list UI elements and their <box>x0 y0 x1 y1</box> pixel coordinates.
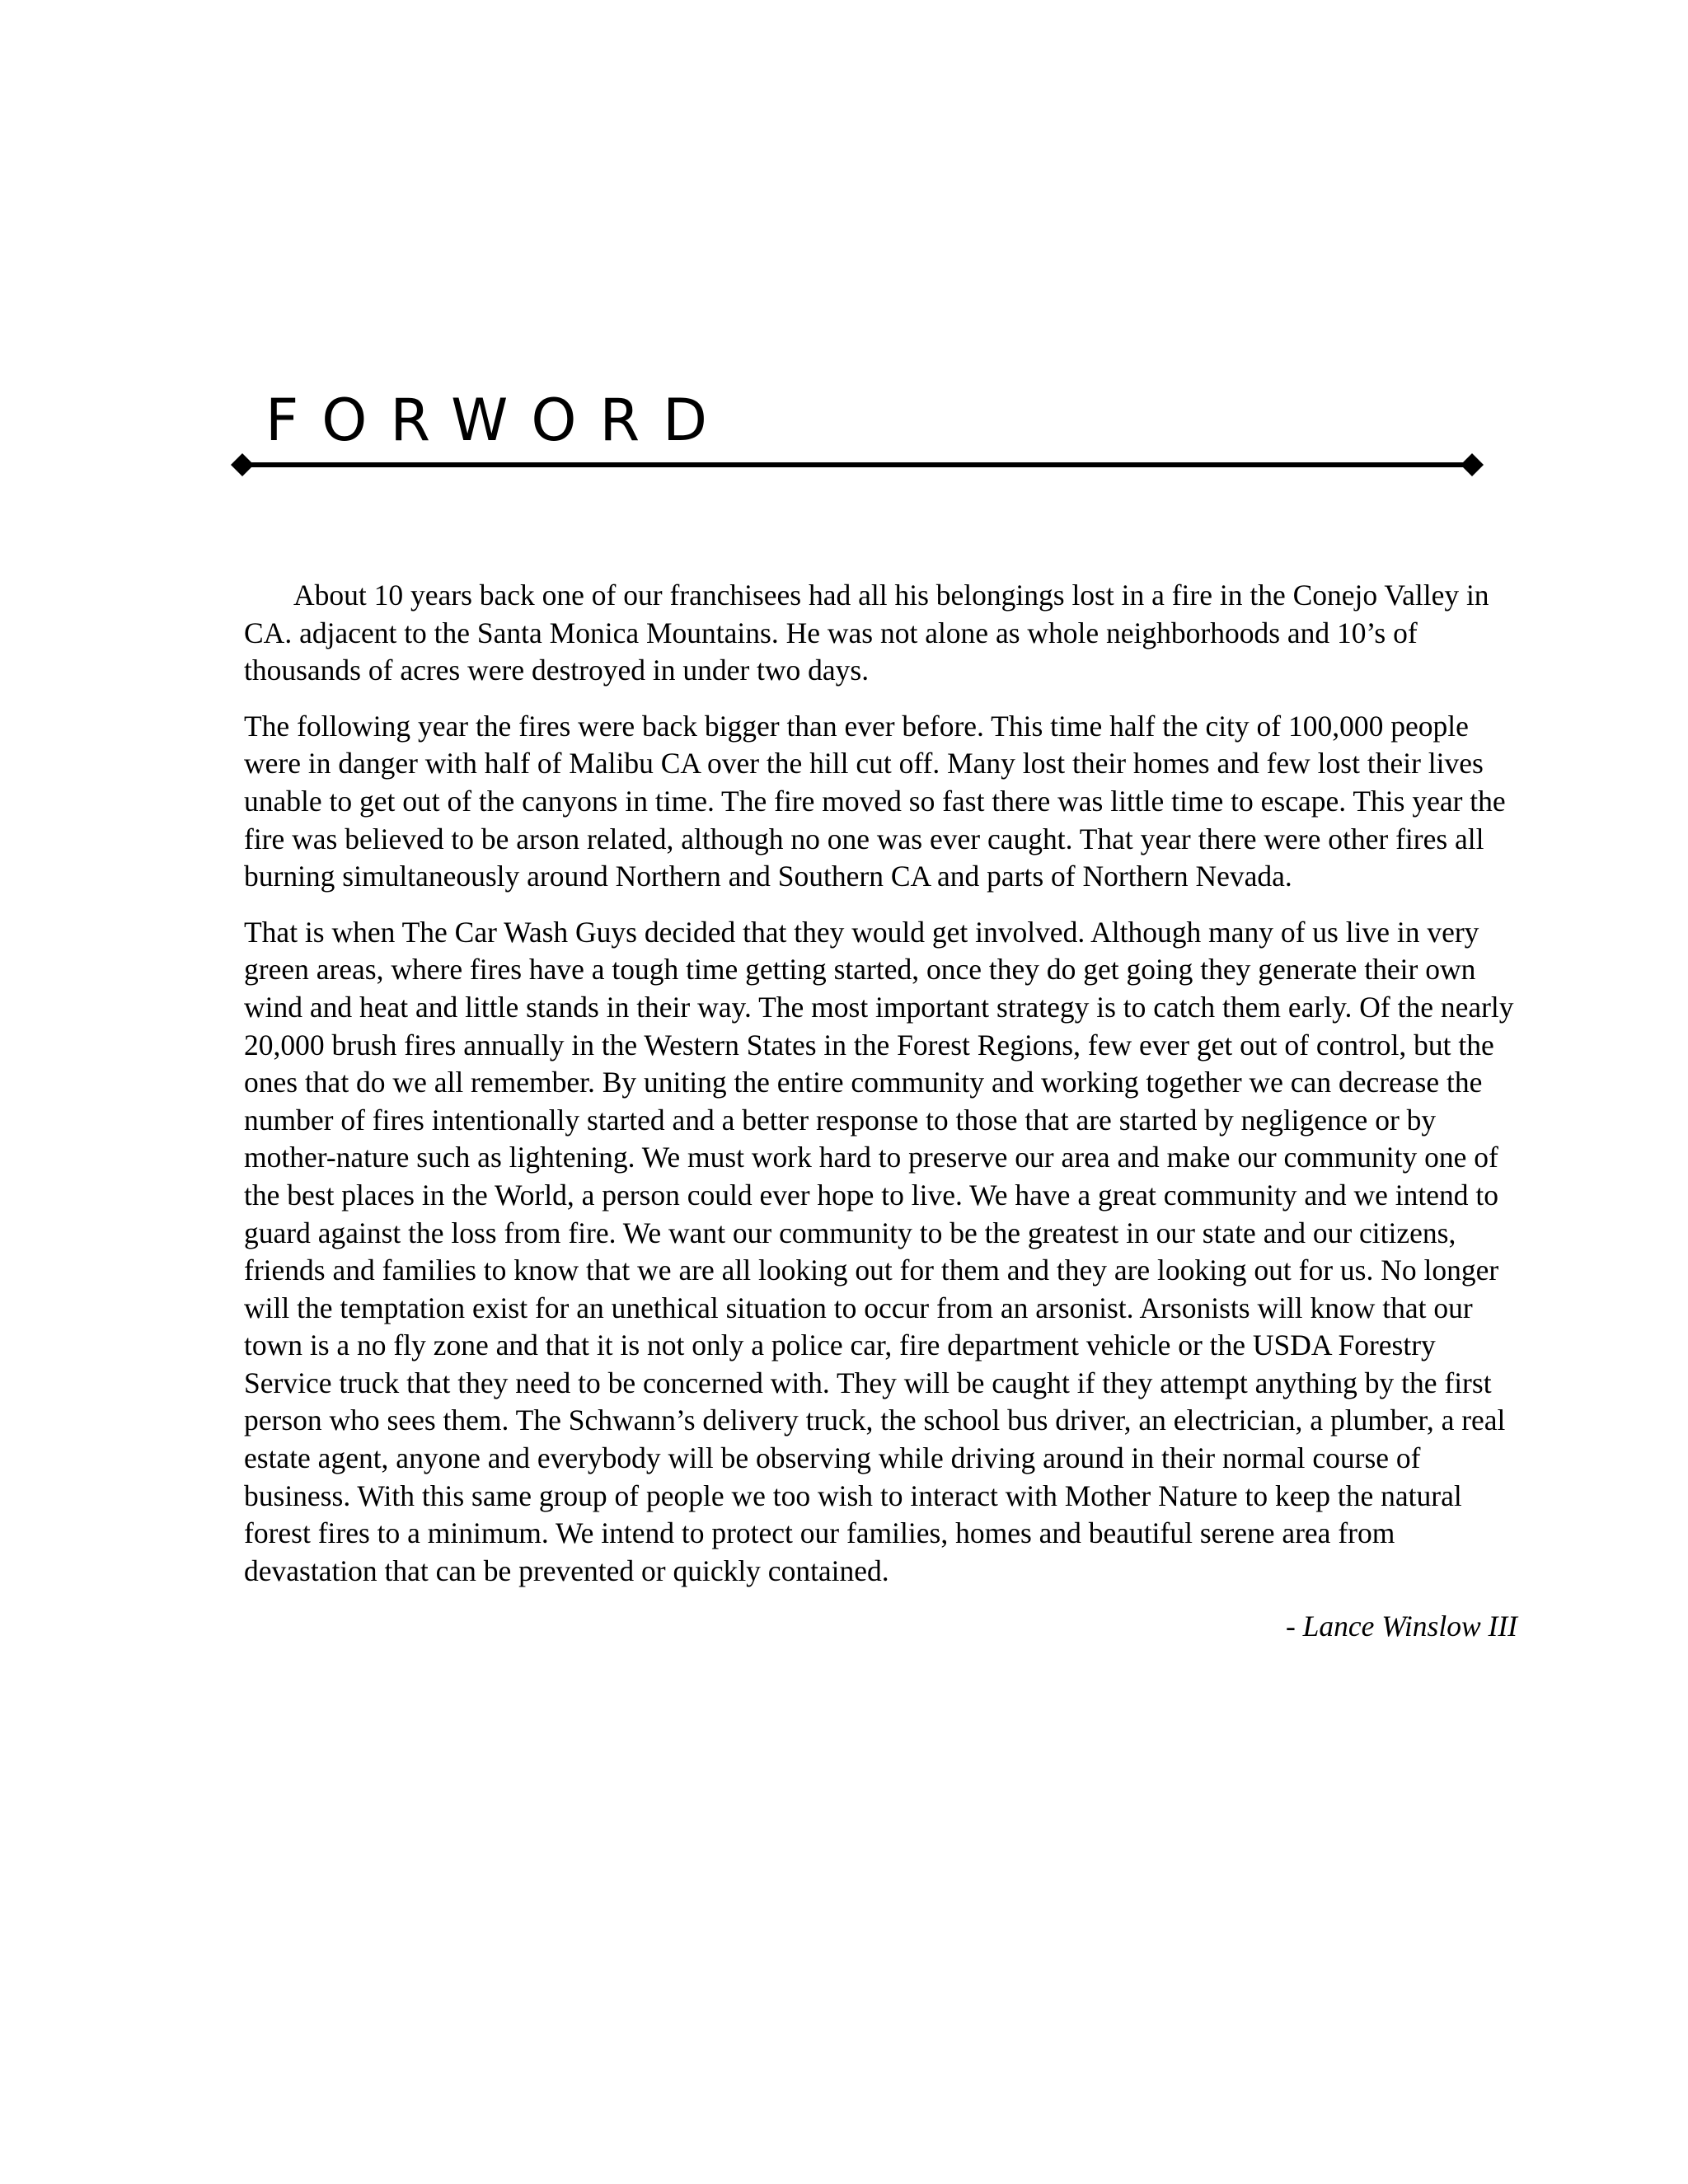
left-diamond-icon <box>231 453 254 476</box>
paragraph-1: About 10 years back one of our franchisees had all his belongings lost in a fire in the Conejo Valley in CA. adjacent to the Santa Monica Mountains. He was not alone as whole neighborhoods and 10’s of thousands of acres were destroyed in under two days. <box>244 579 1489 687</box>
heading-block <box>231 387 1484 478</box>
paragraph-2: The following year the fires were back bigger than ever before. This time half the city of 100,000 people were in danger with half of Malibu CA over the hill cut off. Many lost their homes and few lost their lives unable to get out of the canyons in time. The fire moved so fast there was little time to escape. This year the fire was believed to be arson related, although no one was ever caught. That year there were other fires all burning simultaneously around Northern and Southern CA and parts of Northern Nevada. <box>244 709 1506 893</box>
foreword-body <box>244 577 1517 1664</box>
author-signature: - Lance Winslow III <box>1285 1610 1517 1643</box>
right-diamond-icon <box>1461 453 1484 476</box>
paragraph-3: That is when The Car Wash Guys decided that they would get involved. Although many of us live in very green areas, where fires have a tough time getting started, once they do get going they generate their own wind and heat and little stands in their way. The most important strategy is to catch them early. Of the nearly 20,000 brush fires annually in the Western States in the Forest Regions, few ever get out of control, but the ones that do we all remember. By uniting the entire community and working together we can decrease the number of fires intentionally started and a better response to those that are started by negligence or by mother-nature such as lightening. We must work hard to preserve our area and make our community one of the best places in the World, a person could ever hope to live. We have a great community and we intend to guard against the loss from fire. We want our community to be the greatest in our state and our citizens, friends and families to know that we are all looking out for them and they are looking out for us. No longer will the temptation exist for an unethical situation to occur from an arsonist. Arsonists will know that our town is a no fly zone and that it is not only a police car, fire department vehicle or the USDA Forestry Service truck that they need to be concerned with. They will be caught if they attempt anything by the first person who sees them. The Schwann’s delivery truck, the school bus driver, an electrician, a plumber, a real estate agent, anyone and everybody will be observing while driving around in their normal course of business. With this same group of people we too wish to interact with Mother Nature to keep the natural forest fires to a minimum. We intend to protect our families, homes and beautiful serene area from devastation that can be prevented or quickly contained. <box>244 915 1514 1587</box>
page-title: FORWORD <box>265 387 731 454</box>
heading-rule <box>231 448 1484 481</box>
